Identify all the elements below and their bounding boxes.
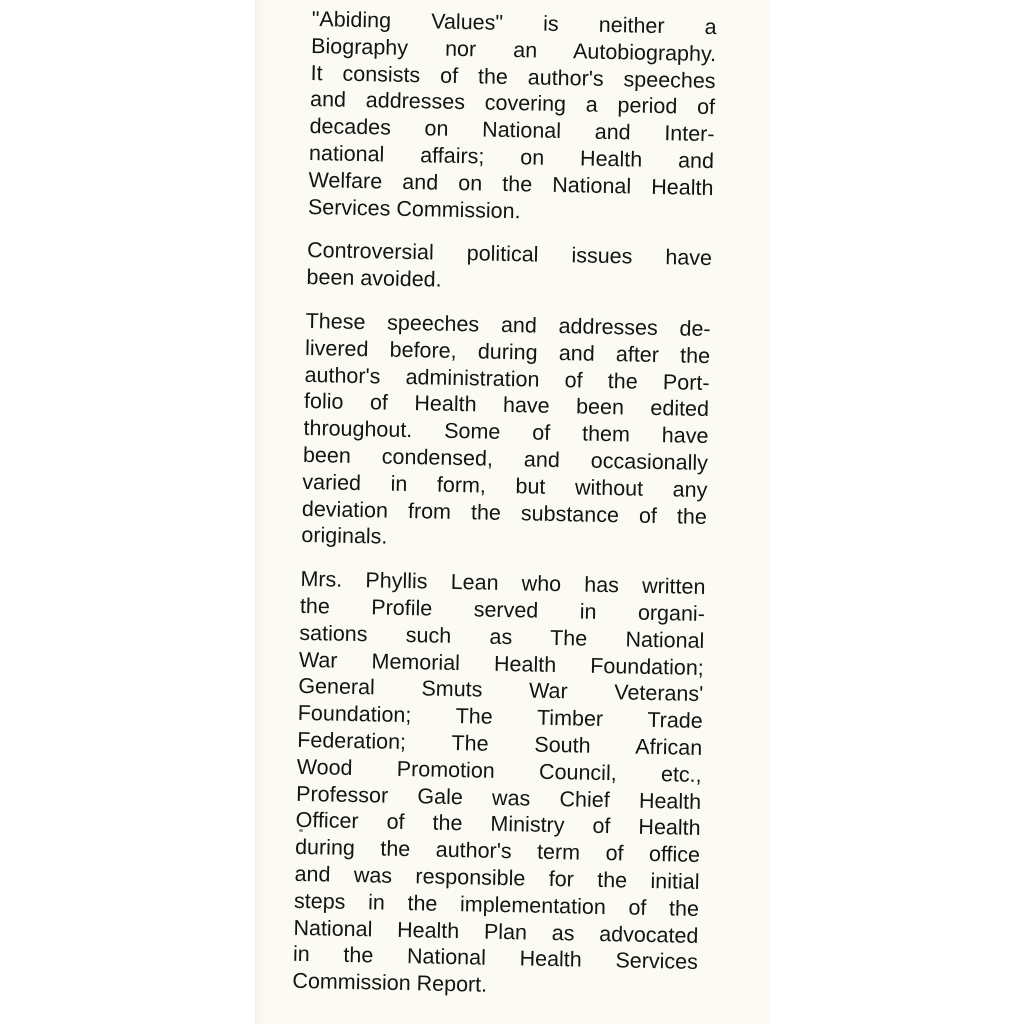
- text-line: Professor Gale was Chief Health: [295, 781, 702, 814]
- text-line: General Smuts War Veterans': [298, 674, 704, 707]
- text-line: decades on National and Inter-: [309, 114, 715, 147]
- text-line: the Profile served in organi-: [299, 593, 706, 626]
- paragraph-controversial: [306, 237, 712, 299]
- text-line: and was responsible for the initial: [294, 861, 700, 894]
- text-line: originals.: [301, 523, 388, 549]
- text-line: during the author's term of office: [294, 834, 701, 868]
- text-line: in the National Health Services: [292, 942, 699, 975]
- text-line: Federation; The South African: [297, 727, 703, 760]
- text-line: varied in form, but without any: [302, 469, 708, 502]
- text-line: and addresses covering a period of: [309, 87, 716, 120]
- page-edge-shadow: [255, 0, 265, 1024]
- text-line: It consists of the author's speeches: [310, 60, 716, 93]
- text-line: "Abiding Values" is neither a: [311, 6, 717, 40]
- text-line: livered before, during and after the: [304, 335, 711, 368]
- paragraph-intro: [308, 6, 717, 228]
- text-line: national affairs; on Health and: [308, 140, 715, 174]
- text-line: War Memorial Health Foundation;: [298, 647, 705, 680]
- text-line: Welfare and on the National Health: [308, 167, 714, 200]
- text-line: been condensed, and occasionally: [302, 442, 709, 475]
- text-line: Commission Report.: [292, 968, 488, 997]
- text-line: sations such as The National: [299, 620, 705, 653]
- text-line: Wood Promotion Council, etc.,: [296, 754, 702, 787]
- text-line: author's administration of the Port-: [304, 362, 710, 395]
- text-line: deviation from the substance of the: [301, 496, 708, 529]
- text-line: throughout. Some of them have: [303, 416, 709, 449]
- text-line: steps in the implementation of the: [293, 888, 700, 921]
- paragraph-contributors: [292, 566, 706, 1003]
- paragraph-speeches: [301, 308, 711, 557]
- text-line: Controversial political issues have: [306, 238, 713, 271]
- text-line: Biography nor an Autobiography.: [310, 33, 717, 66]
- text-line: These speeches and addresses de-: [305, 308, 711, 342]
- text-line: Officer of the Ministry of Health: [295, 808, 701, 841]
- text-line: folio of Health have been edited: [303, 389, 710, 422]
- text-line: National Health Plan as advocated: [293, 915, 699, 948]
- text-line: Services Commission.: [307, 194, 521, 223]
- text-column: [292, 6, 717, 1020]
- text-line: Foundation; The Timber Trade: [297, 700, 703, 734]
- text-line: Mrs. Phyllis Lean who has written: [300, 567, 706, 600]
- text-line: been avoided.: [306, 265, 442, 292]
